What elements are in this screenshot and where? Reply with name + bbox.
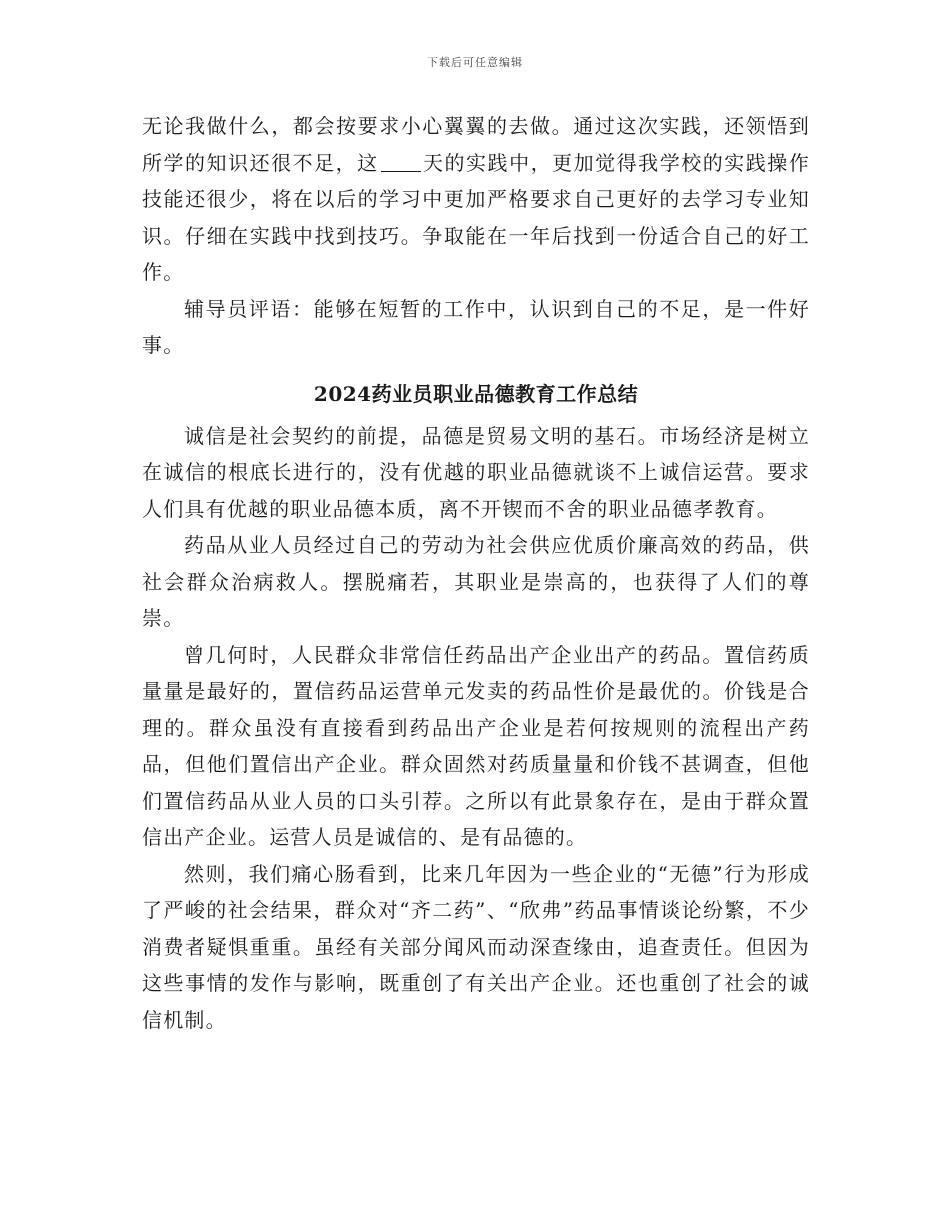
body-paragraph: 药品从业人员经过自己的劳动为社会供应优质价廉高效的药品，供社会群众治病救人。摆脱痛若，其职业是崇高的，也获得了人们的尊崇。 — [142, 533, 810, 630]
body-paragraph — [142, 108, 810, 291]
fill-in-blank — [381, 153, 421, 172]
document-body — [142, 108, 810, 1038]
section-title: 2024药业员职业品德教育工作总结 — [313, 381, 639, 406]
counselor-comment: 辅导员评语：能够在短暂的工作中，认识到自己的不足，是一件好事。 — [142, 296, 810, 357]
running-header: 下载后可任意编辑 — [427, 56, 523, 69]
paragraph-text: 天的实践中，更加觉得我学校的实践操作技能还很少，将在以后的学习中更加严格要求自己更好的去学习专业知识。仔细在实践中找到技巧。争取能在一年后找到一份适合自己的好工作。 — [142, 150, 810, 284]
paragraph-text: 无论我做什么，都会按要求小心翼翼的去做。通过这次实践，还领悟到所学的知识还很不足，这 — [142, 114, 810, 175]
body-paragraph: 诚信是社会契约的前提，品德是贸易文明的基石。市场经济是树立在诚信的根底长进行的，没有优越的职业品德就谈不上诚信运营。要求人们具有优越的职业品德本质，离不开锲而不舍的职业品德孝教育。 — [142, 423, 810, 521]
body-paragraph: 曾几何时，人民群众非常信任药品出产企业出产的药品。置信药质量量是最好的，置信药品运营单元发卖的药品性价是最优的。价钱是合理的。群众虽没有直接看到药品出产企业是若何按规则的流程出产药品，但他们置信出产企业。群众固然对药质量量和价钱不甚调查，但他们置信药品从业人员的口头引荐。之所以有此景象存在，是由于群众置信出产企业。运营人员是诚信的、是有品德的。 — [142, 642, 810, 849]
body-paragraph: 然则，我们痛心肠看到，比来几年因为一些企业的“无德”行为形成了严峻的社会结果，群众对“齐二药”、“欣弗”药品事情谈论纷繁，不少消费者疑惧重重。虽经有关部分闻风而动深查缘由，追查责任。但因为这些事情的发作与影响，既重创了有关出产企业。还也重创了社会的诚信机制。 — [142, 861, 810, 1032]
